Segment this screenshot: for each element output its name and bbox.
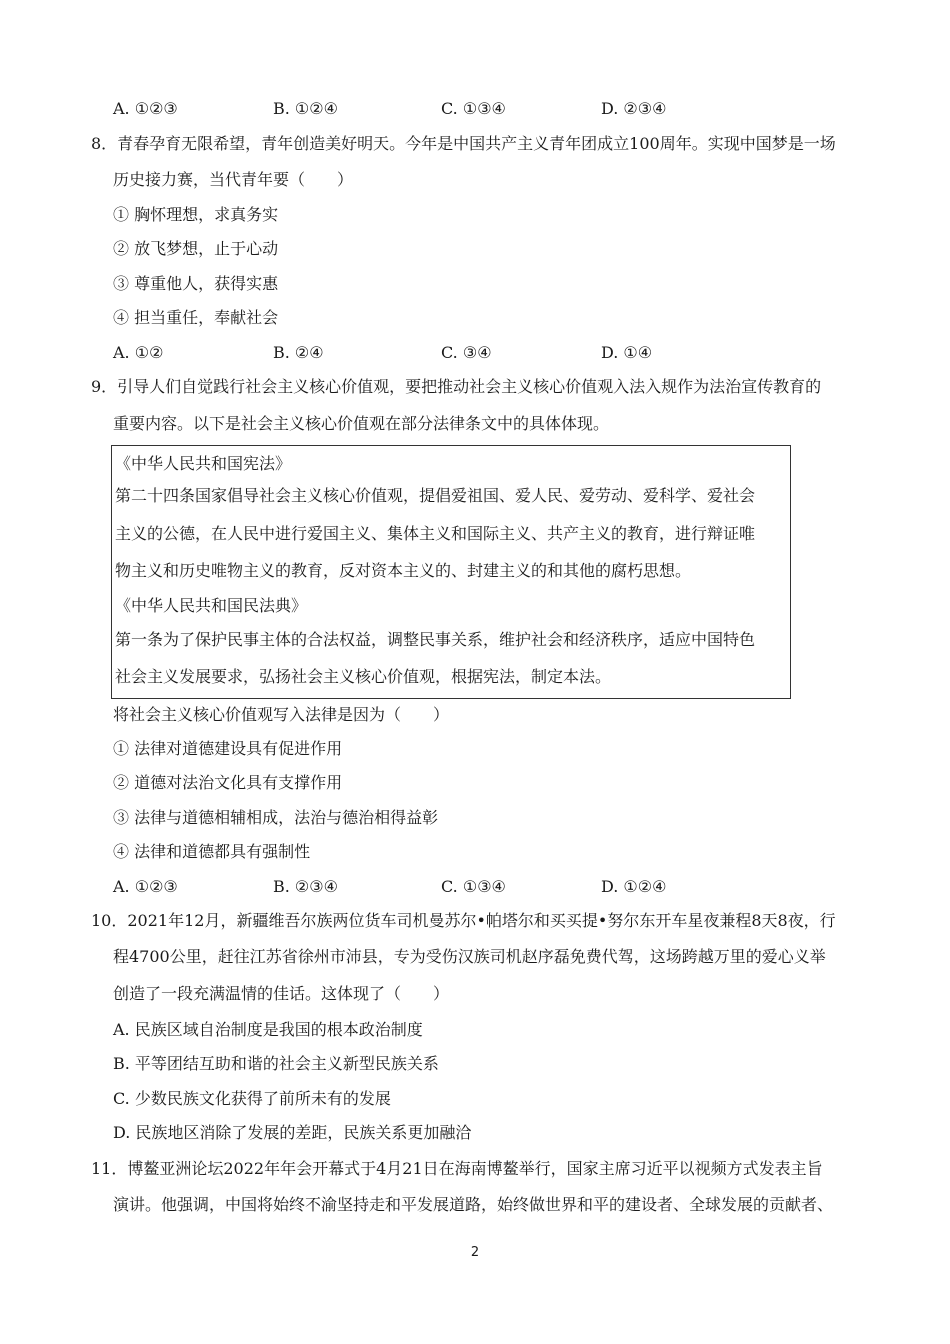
q10-stem-line-2: 程4700公里，赶往江苏省徐州市沛县，专为受伤汉族司机赵序磊免费代驾，这场跨越万里的爱心义举 <box>113 947 826 966</box>
q10-stem-line-3: 创造了一段充满温情的佳话。这体现了（ ） <box>113 984 450 1003</box>
q9-stem-line-1: 9．引导人们自觉践行社会主义核心价值观，要把推动社会主义核心价值观入法入规作为法治宣传教育的 <box>91 377 822 396</box>
q9-option-a: A. ①②③ <box>113 877 178 896</box>
q11-stem-line-2: 演讲。他强调，中国将始终不渝坚持走和平发展道路，始终做世界和平的建设者、全球发展的贡献者、 <box>113 1195 834 1214</box>
q9-item-1: ① 法律对道德建设具有促进作用 <box>113 739 343 758</box>
q7-option-b: B. ①②④ <box>273 99 338 118</box>
q8-option-a: A. ①② <box>113 343 164 362</box>
q10-stem-line-1: 10．2021年12月，新疆维吾尔族两位货车司机曼苏尔•帕塔尔和买买提•努尔东开车星夜兼程8天8夜，行 <box>91 911 836 930</box>
q10-option-d: D. 民族地区消除了发展的差距，民族关系更加融洽 <box>113 1123 472 1142</box>
q9-item-4: ④ 法律和道德都具有强制性 <box>113 842 311 861</box>
q7-option-a: A. ①②③ <box>113 99 178 118</box>
q8-stem-line-1: 8．青春孕育无限希望，青年创造美好明天。今年是中国共产主义青年团成立100周年。实现中国梦是一场 <box>91 134 836 153</box>
q9-options <box>113 877 873 897</box>
q7-options <box>113 99 873 119</box>
q9-option-b: B. ②③④ <box>273 877 338 896</box>
constitution-text-line-1: 第二十四条国家倡导社会主义核心价值观，提倡爱祖国、爱人民、爱劳动、爱科学、爱社会 <box>115 486 756 505</box>
q8-stem-line-2: 历史接力赛，当代青年要（ ） <box>113 170 354 189</box>
q8-option-b: B. ②④ <box>273 343 324 362</box>
q8-item-2: ② 放飞梦想，止于心动 <box>113 239 279 258</box>
civil-code-text-line-2: 社会主义发展要求，弘扬社会主义核心价值观，根据宪法，制定本法。 <box>115 667 612 686</box>
q8-options <box>113 343 873 363</box>
q10-option-a: A. 民族区域自治制度是我国的根本政治制度 <box>113 1020 423 1039</box>
q8-item-1: ① 胸怀理想，求真务实 <box>113 205 279 224</box>
q9-option-c: C. ①③④ <box>441 877 506 896</box>
constitution-title: 《中华人民共和国宪法》 <box>115 454 292 473</box>
q10-option-b: B. 平等团结互助和谐的社会主义新型民族关系 <box>113 1054 439 1073</box>
page-number: 2 <box>470 1245 480 1260</box>
civil-code-title: 《中华人民共和国民法典》 <box>115 596 308 615</box>
q10-option-c: C. 少数民族文化获得了前所未有的发展 <box>113 1089 391 1108</box>
q7-option-c: C. ①③④ <box>441 99 506 118</box>
q9-stem-line-2: 重要内容。以下是社会主义核心价值观在部分法律条文中的具体体现。 <box>113 414 610 433</box>
constitution-text-line-3: 物主义和历史唯物主义的教育，反对资本主义的、封建主义的和其他的腐朽思想。 <box>115 561 692 580</box>
constitution-text-line-2: 主义的公德，在人民中进行爱国主义、集体主义和国际主义、共产主义的教育，进行辩证唯 <box>115 524 756 543</box>
q9-item-3: ③ 法律与道德相辅相成，法治与德治相得益彰 <box>113 808 439 827</box>
q9-question: 将社会主义核心价值观写入法律是因为（ ） <box>113 705 450 724</box>
q9-option-d: D. ①②④ <box>601 877 667 896</box>
q7-option-d: D. ②③④ <box>601 99 667 118</box>
civil-code-text-line-1: 第一条为了保护民事主体的合法权益，调整民事关系，维护社会和经济秩序，适应中国特色 <box>115 630 756 649</box>
q8-item-3: ③ 尊重他人，获得实惠 <box>113 274 279 293</box>
q8-item-4: ④ 担当重任，奉献社会 <box>113 308 279 327</box>
q9-item-2: ② 道德对法治文化具有支撑作用 <box>113 773 343 792</box>
q11-stem-line-1: 11．博鳌亚洲论坛2022年年会开幕式于4月21日在海南博鳌举行，国家主席习近平以视频方式发表主旨 <box>91 1159 823 1178</box>
q8-option-d: D. ①④ <box>601 343 653 362</box>
q8-option-c: C. ③④ <box>441 343 492 362</box>
